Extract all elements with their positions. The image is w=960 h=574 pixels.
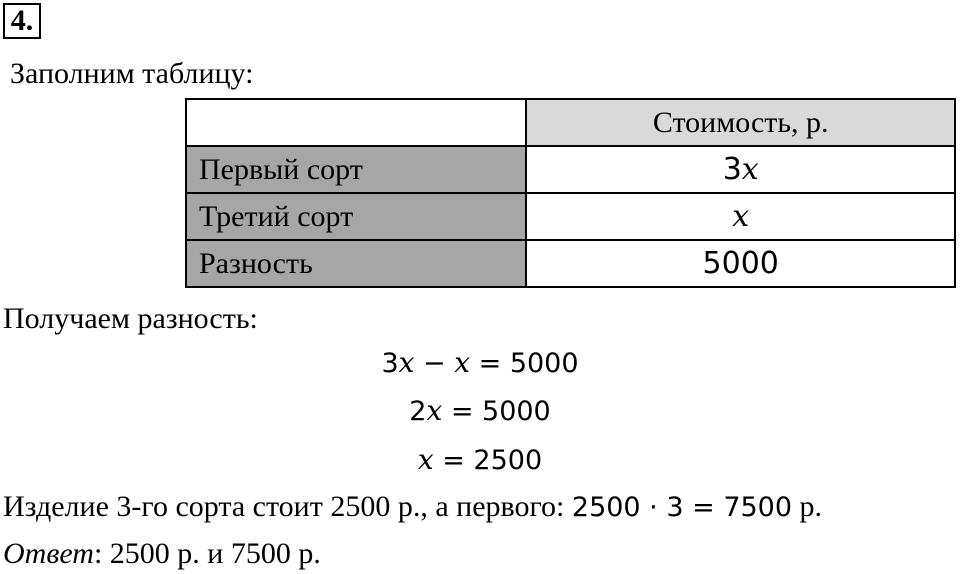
equation-1 bbox=[0, 346, 960, 381]
equation-coefficient: 3 bbox=[381, 348, 399, 379]
equation-3 bbox=[0, 443, 960, 478]
row-value-first-grade bbox=[526, 146, 955, 193]
equation-variable: x bbox=[417, 443, 434, 476]
row-value-difference bbox=[526, 240, 955, 287]
conclusion-unit: р. bbox=[792, 490, 823, 523]
answer-text: : 2500 р. и 7500 р. bbox=[93, 537, 321, 570]
task-number: 4. bbox=[3, 3, 41, 39]
equation-variable: x bbox=[454, 346, 471, 379]
conclusion bbox=[3, 490, 822, 525]
difference-intro: Получаем разность: bbox=[3, 302, 258, 335]
table-header-empty bbox=[186, 99, 526, 146]
cost-table bbox=[185, 98, 956, 288]
table-row bbox=[186, 240, 955, 287]
row-label-first-grade: Первый сорт bbox=[186, 146, 526, 193]
variable: x bbox=[741, 152, 759, 187]
row-value-third-grade bbox=[526, 193, 955, 240]
table-header-row bbox=[186, 99, 955, 146]
equation-variable: x bbox=[398, 346, 415, 379]
answer bbox=[3, 537, 321, 571]
equation-operator: − bbox=[414, 348, 455, 379]
table-row bbox=[186, 193, 955, 240]
table-header-cost: Стоимость, р. bbox=[526, 99, 955, 146]
coefficient: 5000 bbox=[702, 246, 779, 281]
conclusion-text: Изделие 3-го сорта стоит 2500 р., а первого: bbox=[3, 490, 572, 523]
equation-rhs: = 5000 bbox=[442, 396, 551, 427]
equation-rhs: = 5000 bbox=[470, 348, 579, 379]
row-label-difference: Разность bbox=[186, 240, 526, 287]
coefficient: 3 bbox=[722, 152, 742, 187]
variable: x bbox=[732, 199, 750, 234]
equation-variable: x bbox=[426, 394, 443, 427]
equation-coefficient: 2 bbox=[409, 396, 427, 427]
intro-text: Заполним таблицу: bbox=[10, 57, 254, 90]
table-row bbox=[186, 146, 955, 193]
answer-label: Ответ bbox=[3, 537, 94, 570]
conclusion-calc: 2500 · 3 = 7500 bbox=[571, 492, 793, 523]
equation-2 bbox=[0, 394, 960, 429]
equation-rhs: = 2500 bbox=[433, 445, 543, 476]
row-label-third-grade: Третий сорт bbox=[186, 193, 526, 240]
